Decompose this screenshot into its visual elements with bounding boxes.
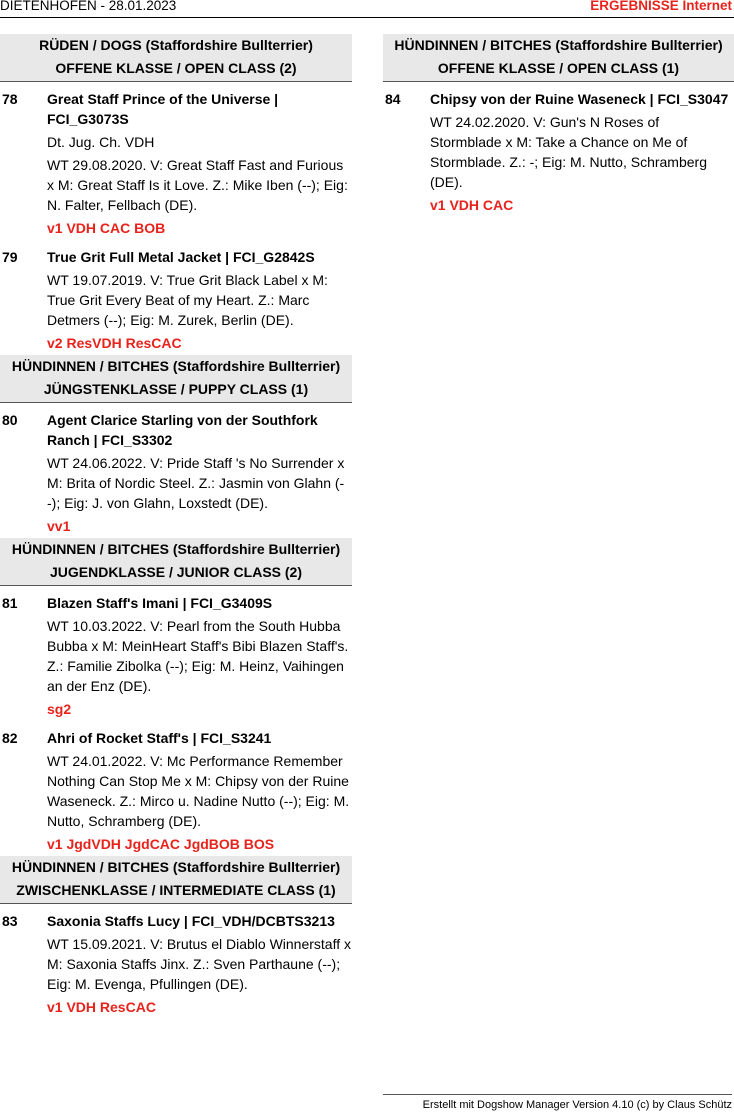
dog-entry — [0, 904, 352, 1017]
dog-entry — [0, 586, 352, 719]
entry-detail: WT 10.03.2022. V: Pearl from the South Hubba Bubba x M: MeinHeart Staff's Bibi Blazen Staff's. Z.: Familie Zibolka (--); Eig: M. Heinz, Vaihingen an der Enz (DE). — [47, 618, 349, 694]
result-grade: vv1 — [47, 518, 71, 534]
entry-detail: WT 24.01.2022. V: Mc Performance Remember Nothing Can Stop Me x M: Chipsy von der Ruine Waseneck. Z.: Mirco u. Nadine Nutto (--); Eig: M. Nutto, Schramberg (DE). — [47, 753, 350, 829]
class-heading: ZWISCHENKLASSE / INTERMEDIATE CLASS (1) — [16, 882, 336, 898]
entry-body — [47, 89, 352, 238]
result-grade: sg2 — [47, 701, 72, 717]
class-heading: JÜNGSTENKLASSE / PUPPY CLASS (1) — [43, 381, 309, 397]
catalog-number: 79 — [2, 249, 18, 265]
class-heading: OFFENE KLASSE / OPEN CLASS (2) — [55, 60, 297, 76]
catalog-number: 83 — [2, 913, 18, 929]
result-grade: v2 ResVDH ResCAC — [47, 335, 182, 351]
entry-body — [47, 410, 352, 536]
dog-entry — [383, 82, 734, 215]
class-header — [0, 355, 352, 403]
show-location-date: DIETENHOFEN - 28.01.2023 — [0, 0, 177, 13]
dog-name: Ahri of Rocket Staff's | FCI_S3241 — [47, 730, 272, 746]
entry-detail: WT 24.02.2020. V: Gun's N Roses of Stormblade x M: Take a Chance on Me of Stormblade. Z.: -; Eig: M. Nutto, Schramberg (DE). — [430, 114, 707, 190]
entry-body — [47, 247, 352, 353]
entry-detail: Dt. Jug. Ch. VDH — [47, 134, 155, 150]
dog-name: True Grit Full Metal Jacket | FCI_G2842S — [47, 249, 315, 265]
result-grade: v1 VDH ResCAC — [47, 999, 156, 1015]
class-header — [383, 34, 734, 82]
result-grade: v1 VDH CAC — [430, 197, 514, 213]
class-section — [0, 538, 352, 854]
entry-detail: WT 24.06.2022. V: Pride Staff 's No Surrender x M: Brita of Nordic Steel. Z.: Jasmin von Glahn (--); Eig: J. von Glahn, Loxstedt (DE). — [47, 455, 345, 511]
dog-name: Great Staff Prince of the Universe | FCI_G3073S — [47, 91, 279, 127]
results-label: ERGEBNISSE Internet — [590, 0, 732, 13]
catalog-number: 80 — [2, 412, 18, 428]
entry-body — [47, 593, 352, 719]
entry-body — [47, 728, 352, 854]
footer-credit: Erstellt mit Dogshow Manager Version 4.10 (c) by Claus Schütz — [383, 1094, 732, 1112]
entry-body — [47, 911, 352, 1017]
class-section — [383, 34, 734, 215]
class-header — [0, 856, 352, 904]
entry-body — [430, 89, 734, 215]
class-section — [0, 34, 352, 353]
breed-heading: HÜNDINNEN / BITCHES (Staffordshire Bullterrier) — [11, 859, 341, 875]
catalog-number: 81 — [2, 595, 18, 611]
catalog-number: 84 — [385, 91, 401, 107]
class-section — [0, 856, 352, 1017]
dog-name: Saxonia Staffs Lucy | FCI_VDH/DCBTS3213 — [47, 913, 335, 929]
left-column — [0, 34, 352, 1019]
class-heading: OFFENE KLASSE / OPEN CLASS (1) — [437, 60, 680, 76]
dog-name: Blazen Staff's Imani | FCI_G3409S — [47, 595, 273, 611]
dog-entry — [0, 403, 352, 536]
catalog-number: 82 — [2, 730, 18, 746]
dog-entry — [0, 721, 352, 854]
class-header — [0, 538, 352, 586]
class-header — [0, 34, 352, 82]
breed-heading: RÜDEN / DOGS (Staffordshire Bullterrier) — [39, 37, 313, 53]
result-grade: v1 VDH CAC BOB — [47, 220, 166, 236]
right-column — [383, 34, 734, 217]
entry-detail: WT 15.09.2021. V: Brutus el Diablo Winnerstaff x M: Saxonia Staffs Jinx. Z.: Sven Parthaune (--); Eig: M. Evenga, Pfullingen (DE). — [47, 936, 352, 992]
dog-name: Chipsy von der Ruine Waseneck | FCI_S3047 — [430, 91, 729, 107]
entry-detail: WT 19.07.2019. V: True Grit Black Label x M: True Grit Every Beat of my Heart. Z.: Marc Detmers (--); Eig: M. Zurek, Berlin (DE). — [47, 272, 328, 328]
breed-heading: HÜNDINNEN / BITCHES (Staffordshire Bullterrier) — [11, 541, 341, 557]
dog-entry — [0, 240, 352, 353]
dog-name: Agent Clarice Starling von der Southfork Ranch | FCI_S3302 — [47, 412, 318, 448]
breed-heading: HÜNDINNEN / BITCHES (Staffordshire Bullterrier) — [394, 37, 723, 53]
result-grade: v1 JgdVDH JgdCAC JgdBOB BOS — [47, 836, 275, 852]
class-heading: JUGENDKLASSE / JUNIOR CLASS (2) — [49, 564, 303, 580]
entry-detail: WT 29.08.2020. V: Great Staff Fast and Furious x M: Great Staff Is it Love. Z.: Mike Iben (--); Eig: N. Falter, Fellbach (DE). — [47, 157, 348, 213]
page-header — [0, 0, 734, 18]
catalog-number: 78 — [2, 91, 18, 107]
breed-heading: HÜNDINNEN / BITCHES (Staffordshire Bullterrier) — [11, 358, 341, 374]
dog-entry — [0, 82, 352, 238]
class-section — [0, 355, 352, 536]
